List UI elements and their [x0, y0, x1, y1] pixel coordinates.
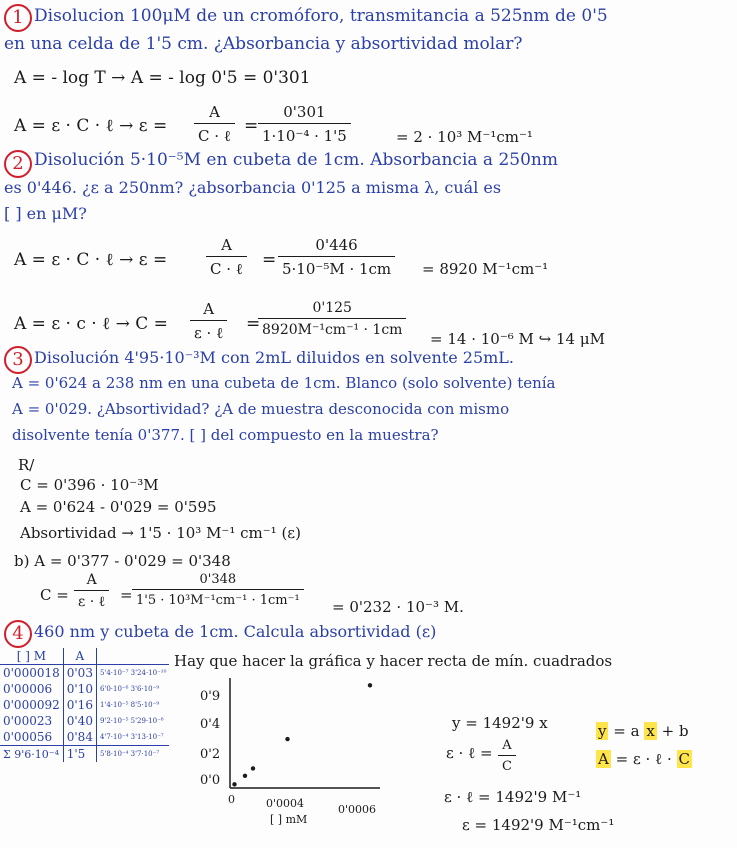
- problem-3-ans-c2-frac2-num: 0'348: [199, 572, 237, 587]
- problem-1-eq-absorbance: A = - log T → A = - log 0'5 = 0'301: [14, 68, 311, 88]
- model-a: a: [630, 722, 640, 740]
- beer-frac-num: A: [502, 738, 512, 753]
- graph-y-label-0: 0'9: [200, 689, 221, 704]
- table-row-sum: [0, 746, 169, 763]
- graph-y-label-2: 0'2: [200, 747, 221, 762]
- problem-2-eq1-frac2-den: 5·10⁻⁵M · 1cm: [278, 256, 395, 278]
- table-cell-aux: 3'13·10⁻⁷: [130, 733, 164, 741]
- problem-3-ans-a: A = 0'624 - 0'029 = 0'595: [20, 498, 217, 516]
- table-header-blank: [96, 648, 169, 665]
- hl-eq: = ε · ℓ ·: [615, 750, 672, 768]
- problem-2-statement-line3: [ ] en μM?: [4, 204, 87, 223]
- model-equation: [596, 724, 689, 739]
- model-equals: =: [613, 722, 626, 740]
- problem-3-ans-c2-frac1-den: ε · ℓ: [74, 590, 109, 611]
- problem-3-ans-c2-frac1: [74, 572, 109, 611]
- table-cell-aux: 6'0·10⁻⁶: [99, 685, 129, 693]
- problem-3-ans-c2-lhs: C =: [40, 586, 69, 604]
- graph-x-label-2: 0'0006: [338, 803, 377, 816]
- table-cell-aux: 3'6·10⁻⁹: [130, 685, 160, 693]
- problem-3-ans-b: b) A = 0'377 - 0'029 = 0'348: [14, 552, 231, 570]
- problem-3-ans-c2-frac2-den: 1'5 · 10³M⁻¹cm⁻¹ · 1cm⁻¹: [132, 589, 304, 608]
- problem-2-eq2-frac1-num: A: [203, 300, 215, 318]
- problem-1-eq-result: = 2 · 10³ M⁻¹cm⁻¹: [396, 128, 533, 146]
- problem-1-statement-line2: en una celda de 1'5 cm. ¿Absorbancia y absortividad molar?: [4, 34, 523, 54]
- table-row: [0, 713, 169, 729]
- problem-3-statement-line4: disolvente tenía 0'377. [ ] del compuesto en la muestra?: [12, 426, 439, 444]
- problem-2-eq2-frac2-den: 8920M⁻¹cm⁻¹ · 1cm: [258, 318, 406, 338]
- table-row: [0, 681, 169, 697]
- table-cell: 0'10: [63, 681, 96, 697]
- graph-x-title: [ ] mM: [270, 813, 308, 826]
- problem-3-number: 3: [4, 346, 32, 374]
- table-cell-aux: 5'29·10⁻⁸: [130, 717, 164, 725]
- table-cell-aux: 1'4·10⁻⁵: [99, 701, 129, 709]
- table-cell-aux: 5'8·10⁻⁴: [99, 750, 129, 758]
- problem-2-eq2-lhs: A = ε · c · ℓ → C =: [14, 314, 168, 334]
- problem-3-ans-c2-frac1-num: A: [86, 572, 97, 588]
- table-cell: [96, 681, 169, 697]
- beer-frac: [498, 738, 516, 774]
- table-cell: [96, 697, 169, 713]
- result-2: ε = 1492'9 M⁻¹cm⁻¹: [462, 816, 615, 834]
- problem-2-number: 2: [4, 150, 32, 178]
- problem-2-eq1-lhs: A = ε · C · ℓ → ε =: [14, 250, 168, 270]
- table-row: [0, 697, 169, 713]
- problem-2-eq1-frac2-num: 0'446: [315, 236, 358, 254]
- hl-C: C: [678, 750, 691, 768]
- table-cell-aux: 9'2·10⁻⁵: [99, 717, 129, 725]
- problem-1-eq-epsilon-lhs: A = ε · C · ℓ → ε =: [14, 116, 168, 136]
- plot-axes: [230, 678, 380, 788]
- plot-points: [232, 683, 372, 786]
- problem-2-eq2-frac2-num: 0'125: [312, 300, 352, 316]
- problem-3-ans-c2-result: = 0'232 · 10⁻³ M.: [332, 598, 464, 616]
- problem-1-number: 1: [4, 4, 32, 32]
- data-point: [285, 737, 289, 741]
- data-point: [243, 774, 247, 778]
- equals-sign: =: [244, 116, 259, 136]
- problem-2-statement-line1: Disolución 5·10⁻⁵M en cubeta de 1cm. Absorbancia a 250nm: [34, 150, 558, 170]
- problem-3-answer-label: R/: [18, 456, 35, 474]
- problem-1-frac1: [194, 103, 235, 146]
- table-cell: 0'000092: [0, 697, 63, 713]
- table-cell: 0'40: [63, 713, 96, 729]
- problem-3-ans-c: C = 0'396 · 10⁻³M: [20, 476, 159, 494]
- beer-frac-den: C: [498, 755, 516, 774]
- graph-x-label-0: 0: [228, 793, 235, 806]
- data-point: [368, 683, 372, 687]
- table-cell: 0'84: [63, 729, 96, 746]
- problem-1-statement-line1: Disolucion 100μM de un cromóforo, transmitancia a 525nm de 0'5: [34, 6, 608, 26]
- table-row: [0, 729, 169, 746]
- data-point: [232, 782, 236, 786]
- table-cell-aux: 8'5·10⁻⁹: [130, 701, 160, 709]
- graph-y-label-3: 0'0: [200, 773, 221, 788]
- calibration-plot: [190, 664, 390, 814]
- model-x: x: [646, 722, 655, 740]
- table-cell-aux: 4'7·10⁻⁴: [99, 733, 129, 741]
- table-cell: [96, 729, 169, 746]
- problem-1-frac2: [258, 103, 351, 145]
- problem-2-eq2-frac2: [258, 300, 406, 338]
- problem-3-ans-c2-frac2: [132, 572, 304, 608]
- table-cell-aux: 5'4·10⁻⁷: [99, 669, 129, 677]
- problem-1-frac2-num: 0'301: [283, 103, 326, 121]
- problem-2-eq1-frac1: [206, 236, 247, 279]
- problem-3-statement-line2: A = 0'624 a 238 nm en una cubeta de 1cm. Blanco (solo solvente) tenía: [12, 374, 556, 392]
- problem-1-frac2-den: 1·10⁻⁴ · 1'5: [258, 123, 351, 145]
- equals-sign: =: [120, 586, 133, 604]
- hl-A: A: [598, 750, 609, 768]
- graph-x-label-1: 0'0004: [266, 797, 305, 810]
- table-header-concentration: [ ] M: [0, 648, 63, 665]
- equals-sign: =: [246, 314, 261, 334]
- problem-4-number: 4: [4, 620, 32, 648]
- problem-2-statement-line2: es 0'446. ¿ε a 250nm? ¿absorbancia 0'125 a misma λ, cuál es: [4, 178, 502, 197]
- problem-2-eq1-frac2: [278, 236, 395, 278]
- model-b: + b: [661, 722, 689, 740]
- table-cell: 0'16: [63, 697, 96, 713]
- table-cell: 0'00056: [0, 729, 63, 746]
- table-cell: [96, 665, 169, 682]
- problem-2-eq1-result: = 8920 M⁻¹cm⁻¹: [422, 260, 549, 278]
- beer-eq-lhs: ε · ℓ =: [446, 744, 493, 762]
- table-cell: [96, 713, 169, 729]
- equals-sign: =: [262, 250, 277, 270]
- problem-2-eq2-result: = 14 · 10⁻⁶ M ↪ 14 μM: [430, 330, 605, 348]
- highlight-equation: [596, 752, 692, 767]
- problem-3-statement-line1: Disolución 4'95·10⁻³M con 2mL diluidos en solvente 25mL.: [34, 348, 514, 367]
- table-cell-aux: 3'24·10⁻¹⁰: [130, 669, 167, 677]
- table-cell: 0'00006: [0, 681, 63, 697]
- table-header-absorbance: A: [63, 648, 96, 665]
- table-row: [0, 665, 169, 682]
- problem-2-eq2-frac1-den: ε · ℓ: [190, 320, 227, 343]
- problem-3-ans-absortividad: Absortividad → 1'5 · 10³ M⁻¹ cm⁻¹ (ε): [20, 524, 301, 542]
- model-y: y: [598, 722, 607, 740]
- problem-2-eq1-frac1-den: C · ℓ: [206, 256, 247, 279]
- data-table: [0, 648, 169, 762]
- table-cell: 1'5: [63, 746, 96, 763]
- problem-2-eq1-frac1-num: A: [221, 236, 232, 254]
- problem-2-eq2-frac1: [190, 300, 227, 343]
- table-cell: 0'000018: [0, 665, 63, 682]
- data-point: [251, 766, 255, 770]
- problem-4-statement-line1: 460 nm y cubeta de 1cm. Calcula absortividad (ε): [34, 622, 437, 641]
- fit-equation: y = 1492'9 x: [452, 714, 548, 732]
- problem-4-statement-line2: Hay que hacer la gráfica y hacer recta de mín. cuadrados: [174, 652, 613, 670]
- table-cell: Σ 9'6·10⁻⁴: [0, 746, 63, 763]
- table-cell-aux: 3'7·10⁻⁷: [130, 750, 160, 758]
- table-cell: 0'03: [63, 665, 96, 682]
- result-1: ε · ℓ = 1492'9 M⁻¹: [444, 788, 582, 806]
- problem-3-statement-line3: A = 0'029. ¿Absortividad? ¿A de muestra desconocida con mismo: [12, 400, 510, 418]
- problem-1-frac1-den: C · ℓ: [194, 123, 235, 146]
- table-cell: [96, 746, 169, 763]
- graph-y-label-1: 0'4: [200, 717, 221, 732]
- problem-1-frac1-num: A: [209, 103, 220, 121]
- table-cell: 0'00023: [0, 713, 63, 729]
